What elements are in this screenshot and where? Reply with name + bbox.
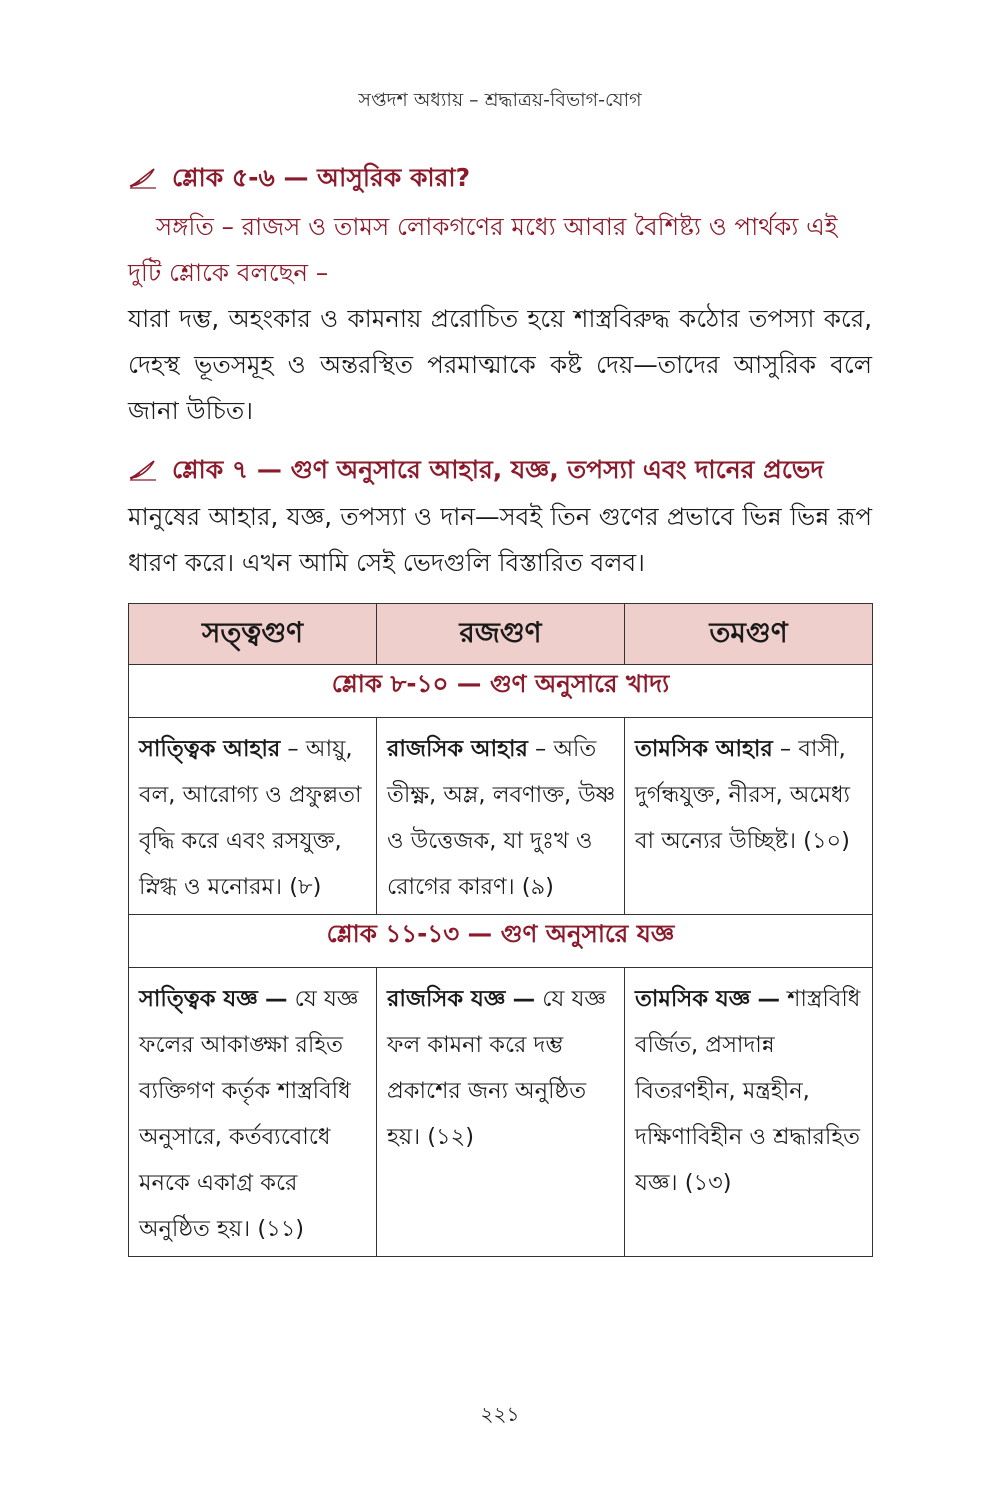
quill-pen-icon (128, 166, 158, 190)
context-line: দুটি শ্লোকে বলছেন – (128, 258, 329, 287)
cell-label: তামসিক আহার (635, 736, 773, 762)
section-verse-5-6 (128, 158, 872, 434)
header-sattva: সত্ত্বগুণ (129, 604, 377, 665)
sacrifice-subheading: শ্লোক ১১-১৩ — গুণ অনুসারে যজ্ঞ (129, 915, 873, 968)
cell-label: তামসিক যজ্ঞ (635, 986, 751, 1012)
header-tamas: তমগুণ (625, 604, 873, 665)
table-row (129, 968, 873, 1257)
table-row (129, 718, 873, 915)
cell-text: যে যজ্ঞ ফলের আকাঙ্ক্ষা রহিত ব্যক্তিগণ কর্তৃক শাস্ত্রবিধি অনুসারে, কর্তব্যবোধে মনকে একাগ্র করে অনুষ্ঠিত হয়। (১১) (139, 986, 359, 1242)
running-head: সপ্তদশ অধ্যায় – শ্রদ্ধাত্রয়-বিভাগ-যোগ (358, 89, 642, 111)
table-header-row (129, 604, 873, 665)
section-heading-text: শ্লোক ৫-৬ — আসুরিক কারা? (172, 163, 471, 192)
body-paragraph: মানুষের আহার, যজ্ঞ, তপস্যা ও দান—সবই তিন গুণের প্রভাবে ভিন্ন ভিন্ন রূপ ধারণ করে। এখন আমি সেই ভেদগুলি বিস্তারিত বলব। (128, 502, 872, 577)
sacrifice-rajasic-cell: রাজসিক যজ্ঞ — যে যজ্ঞ ফল কামনা করে দম্ভ প্রকাশের জন্য অনুষ্ঠিত হয়। (১২) (377, 968, 625, 1257)
cell-text: অতি তীক্ষ্ণ, অম্ল, লবণাক্ত, উষ্ণ ও উত্তেজক, যা দুঃখ ও রোগের কারণ। (৯) (387, 736, 616, 900)
cell-text: শাস্ত্রবিধি বর্জিত, প্রসাদান্ন বিতরণহীন, মন্ত্রহীন, দক্ষিণাবিহীন ও শ্রদ্ধারহিত যজ্ঞ। (১৩) (635, 986, 861, 1196)
body-paragraph: যারা দম্ভ, অহংকার ও কামনায় প্ররোচিত হয়ে শাস্ত্রবিরুদ্ধ কঠোর তপস্যা করে, দেহস্থ ভূতসমূহ ও অন্তরস্থিত পরমাত্মাকে কষ্ট দেয়—তাদের আসুরিক বলে জানা উচিত। (128, 304, 872, 425)
section-heading-text: শ্লোক ৭ — গুণ অনুসারে আহার, যজ্ঞ, তপস্যা এবং দানের প্রভেদ (172, 455, 824, 484)
food-tamasic-cell: তামসিক আহার – বাসী, দুর্গন্ধযুক্ত, নীরস, অমেধ্য বা অন্যের উচ্ছিষ্ট। (১০) (625, 718, 873, 915)
section-heading (128, 158, 872, 198)
cell-label: সাত্ত্বিক আহার (139, 736, 281, 762)
cell-text: যে যজ্ঞ ফল কামনা করে দম্ভ প্রকাশের জন্য অনুষ্ঠিত হয়। (১২) (387, 986, 606, 1150)
context-line: সঙ্গতি – রাজস ও তামস লোকগণের মধ্যে আবার বৈশিষ্ট্য ও পার্থক্য এই (156, 212, 838, 241)
quill-pen-icon (128, 458, 158, 482)
section-heading (128, 450, 872, 490)
cell-text: আয়ু, বল, আরোগ্য ও প্রফুল্লতা বৃদ্ধি করে এবং রসযুক্ত, স্নিগ্ধ ও মনোরম। (৮) (139, 736, 362, 900)
cell-text: বাসী, দুর্গন্ধযুক্ত, নীরস, অমেধ্য বা অন্যের উচ্ছিষ্ট। (১০) (635, 736, 851, 854)
food-subheading: শ্লোক ৮-১০ — গুণ অনুসারে খাদ্য (129, 665, 873, 718)
food-sattvic-cell: সাত্ত্বিক আহার – আয়ু, বল, আরোগ্য ও প্রফুল্লতা বৃদ্ধি করে এবং রসযুক্ত, স্নিগ্ধ ও মনোরম। (৮) (129, 718, 377, 915)
cell-label: রাজসিক আহার (387, 736, 528, 762)
section-verse-7 (128, 450, 872, 586)
cell-label: রাজসিক যজ্ঞ (387, 986, 506, 1012)
sacrifice-tamasic-cell: তামসিক যজ্ঞ — শাস্ত্রবিধি বর্জিত, প্রসাদান্ন বিতরণহীন, মন্ত্রহীন, দক্ষিণাবিহীন ও শ্রদ্ধারহিত যজ্ঞ। (১৩) (625, 968, 873, 1257)
sacrifice-sattvic-cell: সাত্ত্বিক যজ্ঞ — যে যজ্ঞ ফলের আকাঙ্ক্ষা রহিত ব্যক্তিগণ কর্তৃক শাস্ত্রবিধি অনুসারে, কর্তব্যবোধে মনকে একাগ্র করে অনুষ্ঠিত হয়। (১১) (129, 968, 377, 1257)
food-rajasic-cell: রাজসিক আহার – অতি তীক্ষ্ণ, অম্ল, লবণাক্ত, উষ্ণ ও উত্তেজক, যা দুঃখ ও রোগের কারণ। (৯) (377, 718, 625, 915)
header-rajas: রজগুণ (377, 604, 625, 665)
guna-comparison-table (128, 603, 873, 1257)
cell-label: সাত্ত্বিক যজ্ঞ (139, 986, 258, 1012)
table-subheading-row (129, 665, 873, 718)
table-subheading-row (129, 915, 873, 968)
page-number: ২২১ (480, 1402, 520, 1426)
